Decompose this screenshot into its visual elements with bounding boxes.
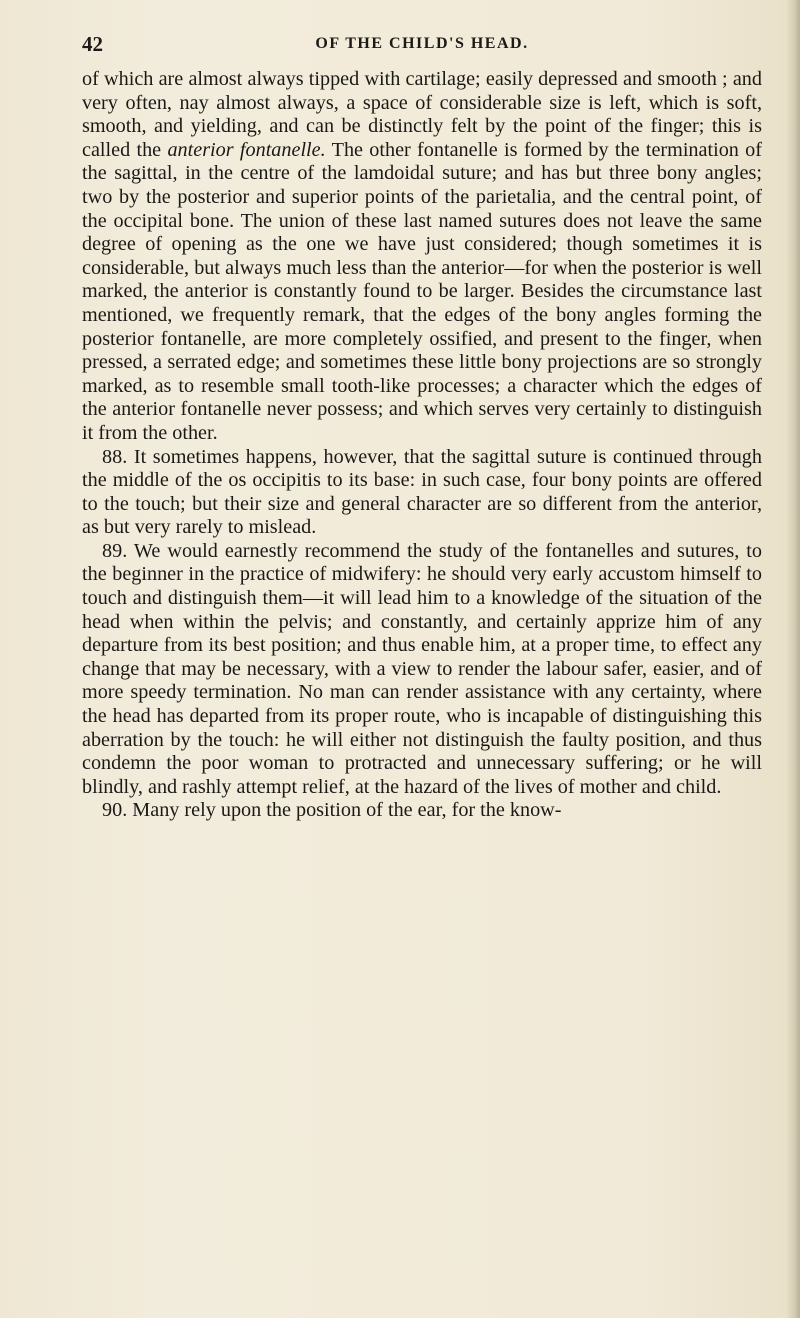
page-header xyxy=(82,32,762,68)
paragraph-text: The other fontanelle is formed by the termination of the sagittal, in the centre of the lamdoidal suture; and has but three bony angles; two by the posterior and superior points of the parietalia, and the central point, of the occipital bone. The union of these last named sutures does not leave the same degree of opening as the one we have just considered; though sometimes it is considerable, but always much less than the anterior—for when the posterior is well marked, the anterior is constantly found to be larger. Besides the circumstance last mentioned, we frequently remark, that the edges of the bony angles forming the posterior fontanelle, are more completely ossified, and present to the finger, when pressed, a serrated edge; and sometimes these little bony projections are so strongly marked, as to resemble small tooth-like processes; a character which the edges of the anterior fontanelle never possess; and which serves very certainly to distinguish it from the other. xyxy=(82,138,762,444)
italic-term: anterior fontanelle. xyxy=(167,138,326,161)
page-edge-shadow xyxy=(786,0,800,1318)
paragraph-89: 89. We would earnestly recommend the study of the fontanelles and sutures, to the beginner in the practice of midwifery: he should very early accustom himself to touch and distinguish them—it will lead him to a knowledge of the situation of the head when within the pelvis; and constantly, and certainly apprize him of any departure from its best position; and thus enable him, at a proper time, to effect any change that may be necessary, with a view to render the labour safer, easier, and of more speedy termination. No man can render assistance with any certainty, where the head has departed from its proper route, who is incapable of distinguishing this aberration by the touch: he will either not distinguish the faulty position, and thus condemn the poor woman to protracted and unnecessary suffering; or he will blindly, and rashly attempt relief, at the hazard of the lives of mother and child. xyxy=(82,539,762,798)
paragraph-continuation xyxy=(82,68,762,446)
paragraph-90: 90. Many rely upon the position of the ear, for the know- xyxy=(102,799,562,822)
paragraph-88: 88. It sometimes happens, however, that the sagittal suture is continued through the middle of the os occipitis to its base: in such case, four bony points are offered to the touch; but their size and general character are so different from the anterior, as but very rarely to mislead. xyxy=(82,445,762,539)
running-head: OF THE CHILD'S HEAD. xyxy=(315,35,529,52)
paragraph-text: of which are almost always tipped with cartilage; easily depressed and smooth ; and very often, nay almost always, a space of considerable size is left, which is soft, smooth, and yielding, and can be distinctly felt by the point of the finger; this is called the xyxy=(82,68,762,161)
body-text xyxy=(82,68,762,823)
page-number: 42 xyxy=(82,32,103,56)
